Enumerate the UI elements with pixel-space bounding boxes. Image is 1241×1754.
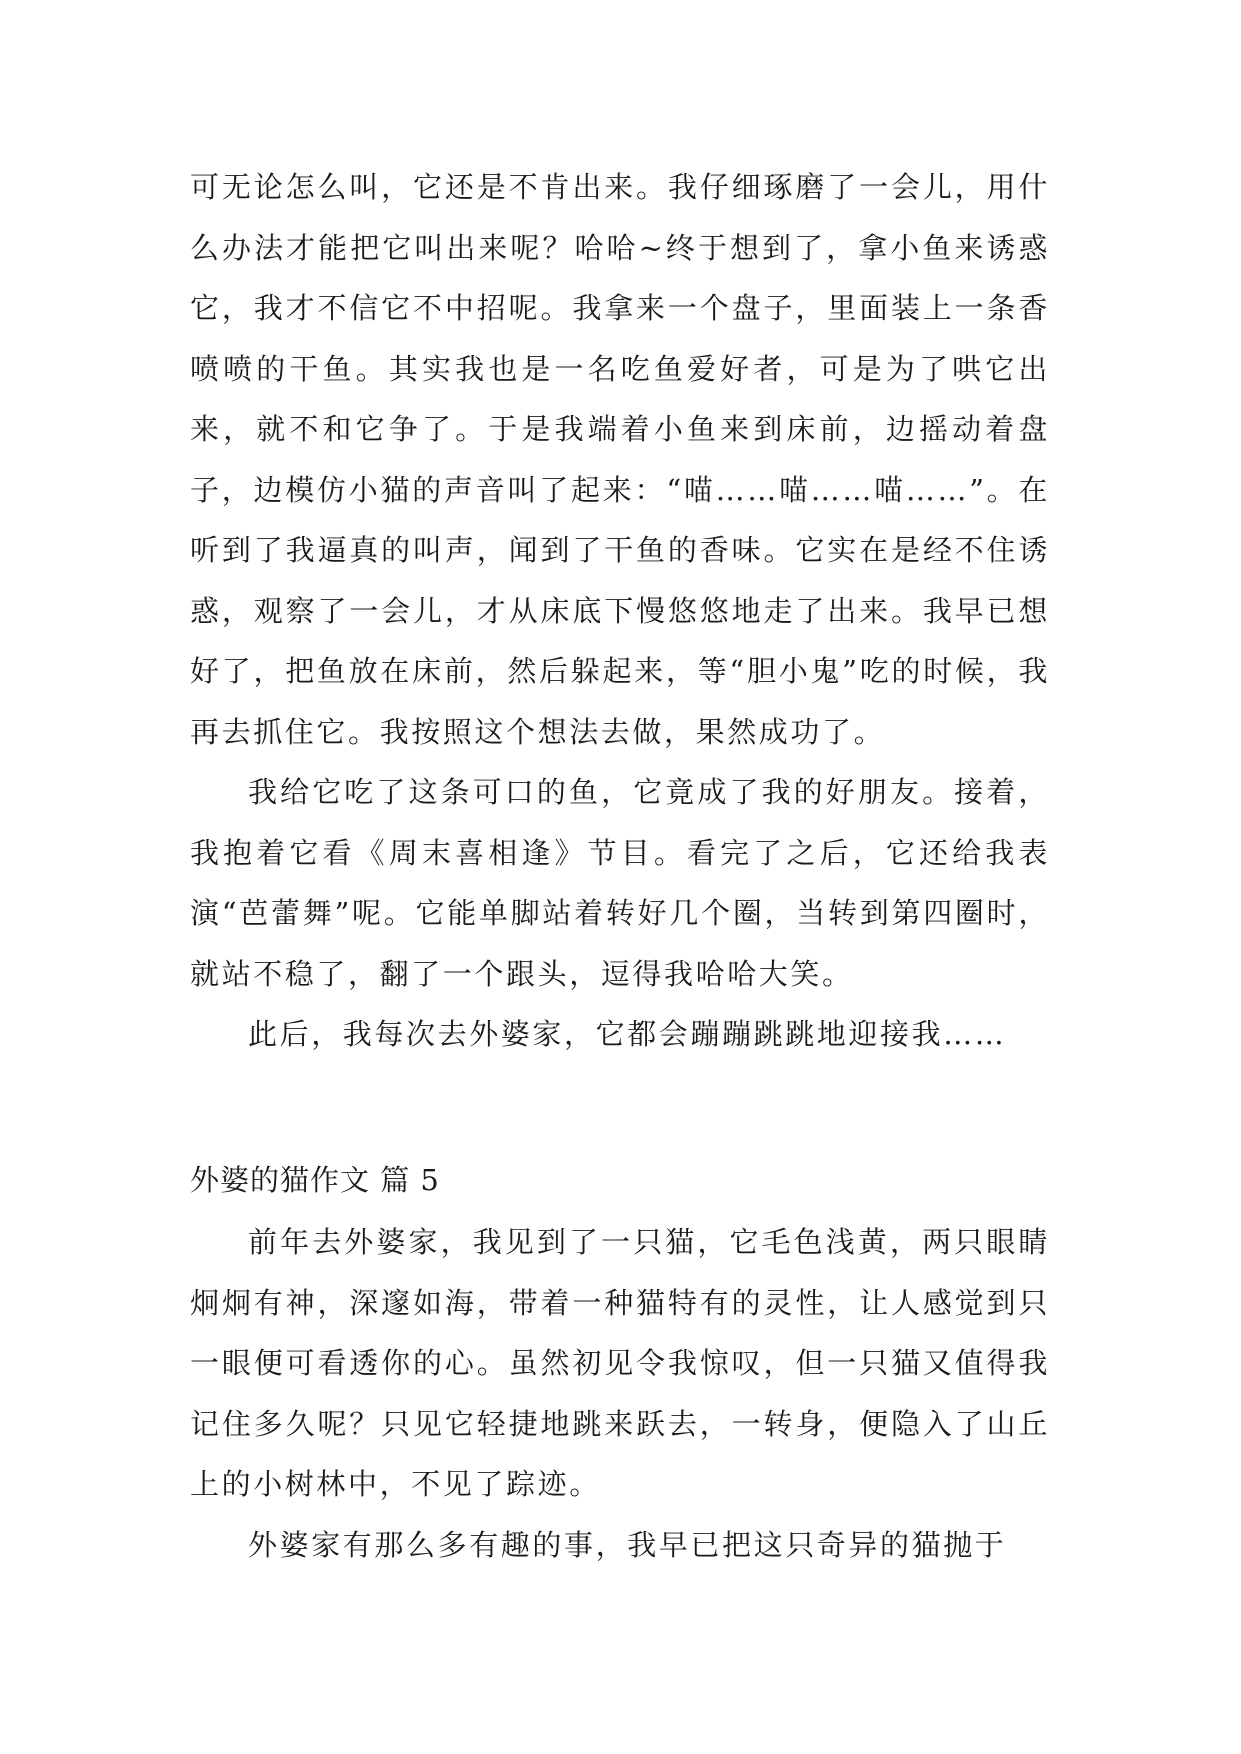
essay-body-continued: [190, 157, 1050, 1065]
paragraph-ballet: 我给它吃了这条可口的鱼，它竟成了我的好朋友。接着，我抱着它看《周末喜相逢》节目。看完了之后，它还给我表演“芭蕾舞”呢。它能单脚站着转好几个圈，当转到第四圈时，就站不稳了，翻了一个跟头，逗得我哈哈大笑。: [190, 775, 1050, 991]
paragraph-first-meeting: 前年去外婆家，我见到了一只猫，它毛色浅黄，两只眼睛炯炯有神，深邃如海，带着一种猫特有的灵性，让人感觉到只一眼便可看透你的心。虽然初见令我惊叹，但一只猫又值得我记住多久呢？只见它轻捷地跳来跃去，一转身，便隐入了山丘上的小树林中，不见了踪迹。: [190, 1225, 1050, 1501]
essay-title: 外婆的猫作文 篇 5: [190, 1163, 440, 1197]
paragraph-forgotten: 外婆家有那么多有趣的事，我早已把这只奇异的猫抛于: [248, 1527, 1007, 1562]
essay-body-new: [190, 1212, 1050, 1575]
paragraph-catching-cat: 可无论怎么叫，它还是不肯出来。我仔细琢磨了一会儿，用什么办法才能把它叫出来呢？哈哈~终于想到了，拿小鱼来诱惑它，我才不信它不中招呢。我拿来一个盘子，里面装上一条香喷喷的干鱼。其实我也是一名吃鱼爱好者，可是为了哄它出来，就不和它争了。于是我端着小鱼来到床前，边摇动着盘子，边模仿小猫的声音叫了起来：“喵……喵……喵……”。在听到了我逼真的叫声，闻到了干鱼的香味。它实在是经不住诱惑，观察了一会儿，才从床底下慢悠悠地走了出来。我早已想好了，把鱼放在床前，然后躲起来，等“胆小鬼”吃的时候，我再去抓住它。我按照这个想法去做，果然成功了。: [190, 170, 1050, 749]
paragraph-greeting: 此后，我每次去外婆家，它都会蹦蹦跳跳地迎接我……: [248, 1017, 1007, 1051]
